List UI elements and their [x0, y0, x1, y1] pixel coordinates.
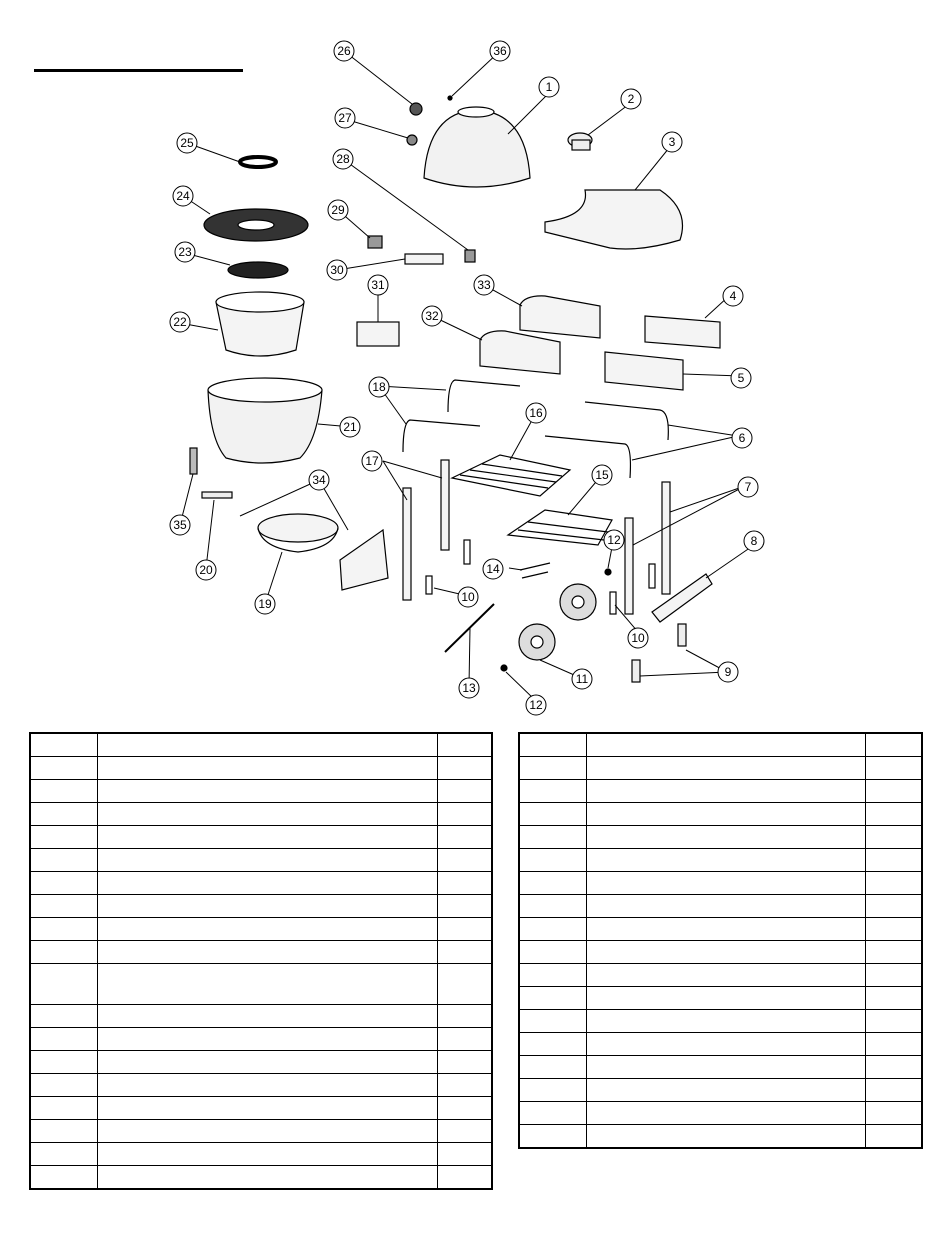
table-row — [30, 895, 492, 918]
callout-36 — [490, 41, 510, 61]
table-cell — [866, 733, 922, 757]
part-pin-14 — [520, 563, 550, 578]
table-cell — [97, 733, 438, 757]
callout-11 — [572, 669, 592, 689]
table-cell — [30, 918, 97, 941]
table-cell — [586, 941, 866, 964]
table-cell — [438, 1166, 492, 1190]
callout-8 — [744, 531, 764, 551]
callout-16 — [526, 403, 546, 423]
table-cell — [97, 849, 438, 872]
part-charcoal-grate-23 — [228, 262, 288, 278]
table-cell — [438, 964, 492, 1005]
table-row — [519, 849, 922, 872]
table-cell — [97, 1005, 438, 1028]
part-gasket-25 — [240, 157, 276, 167]
table-row — [519, 941, 922, 964]
table-cell — [586, 1079, 866, 1102]
table-row — [30, 1120, 492, 1143]
table-cell — [438, 1074, 492, 1097]
part-handle-6a — [585, 402, 668, 440]
table-row — [30, 757, 492, 780]
callout-28 — [333, 149, 353, 169]
table-cell — [586, 780, 866, 803]
table-cell — [97, 918, 438, 941]
callout-number: 28 — [336, 152, 350, 166]
callout-number: 21 — [343, 420, 357, 434]
table-row — [30, 1005, 492, 1028]
table-cell — [866, 1033, 922, 1056]
table-cell — [30, 1143, 97, 1166]
part-screw-36 — [448, 96, 452, 100]
table-row — [519, 964, 922, 987]
part-leg-17a — [403, 488, 411, 600]
part-handle-18a — [448, 380, 520, 412]
table-row — [30, 1051, 492, 1074]
callout-number: 12 — [529, 698, 543, 712]
callout-6 — [732, 428, 752, 448]
table-row — [519, 780, 922, 803]
parts-list-table-right — [518, 732, 923, 1149]
table-cell — [586, 1125, 866, 1149]
callout-19 — [255, 594, 275, 614]
callout-34 — [309, 470, 329, 490]
table-cell — [97, 1074, 438, 1097]
table-cell — [97, 1028, 438, 1051]
table-row — [30, 780, 492, 803]
callout-number: 29 — [331, 203, 345, 217]
callout-number: 36 — [493, 44, 507, 58]
table-cell — [97, 1120, 438, 1143]
part-leg-7a — [662, 482, 670, 594]
part-rod-30 — [405, 254, 443, 264]
table-row — [30, 1074, 492, 1097]
part-bolt-12b — [501, 665, 507, 671]
callout-32 — [422, 306, 442, 326]
table-cell — [30, 780, 97, 803]
table-cell — [438, 757, 492, 780]
callout-22 — [170, 312, 190, 332]
table-cell — [519, 733, 586, 757]
table-row — [30, 826, 492, 849]
table-cell — [438, 780, 492, 803]
table-cell — [519, 1079, 586, 1102]
table-cell — [586, 1033, 866, 1056]
table-cell — [586, 757, 866, 780]
callout-26 — [334, 41, 354, 61]
part-clip-10a — [464, 540, 470, 564]
table-row — [30, 733, 492, 757]
callout-number: 23 — [178, 245, 192, 259]
table-cell — [519, 849, 586, 872]
table-cell — [438, 941, 492, 964]
part-handle-20 — [202, 492, 232, 498]
callout-number: 32 — [425, 309, 439, 323]
table-cell — [97, 757, 438, 780]
callout-18 — [369, 377, 389, 397]
table-cell — [97, 1166, 438, 1190]
part-ash-pan-19 — [258, 514, 338, 542]
table-cell — [97, 895, 438, 918]
callout-number: 27 — [338, 111, 352, 125]
callout-21 — [340, 417, 360, 437]
table-cell — [438, 1005, 492, 1028]
part-grate-15 — [508, 510, 612, 545]
part-foot-9b — [632, 660, 640, 682]
table-cell — [866, 1125, 922, 1149]
callout-31 — [368, 275, 388, 295]
table-cell — [438, 1051, 492, 1074]
callout-12b — [526, 695, 546, 715]
table-cell — [586, 987, 866, 1010]
part-bracket-34 — [340, 530, 388, 590]
part-clip-10d — [610, 592, 616, 614]
callout-13 — [459, 678, 479, 698]
callout-30 — [327, 260, 347, 280]
table-cell — [30, 1028, 97, 1051]
table-cell — [438, 1028, 492, 1051]
table-cell — [30, 733, 97, 757]
table-cell — [30, 964, 97, 1005]
part-knob-27 — [407, 135, 417, 145]
table-cell — [866, 1056, 922, 1079]
table-cell — [866, 964, 922, 987]
callout-10a — [458, 587, 478, 607]
part-latch-35 — [190, 448, 197, 474]
table-cell — [866, 987, 922, 1010]
table-cell — [519, 1056, 586, 1079]
table-cell — [586, 1056, 866, 1079]
callout-number: 33 — [477, 278, 491, 292]
part-foot-9a — [678, 624, 686, 646]
table-cell — [438, 826, 492, 849]
table-cell — [519, 1125, 586, 1149]
table-cell — [866, 1010, 922, 1033]
table-cell — [866, 780, 922, 803]
table-cell — [97, 1051, 438, 1074]
table-cell — [586, 1102, 866, 1125]
table-row — [519, 803, 922, 826]
callout-number: 35 — [173, 518, 187, 532]
table-row — [519, 733, 922, 757]
callout-number: 26 — [337, 44, 351, 58]
table-row — [30, 872, 492, 895]
table-cell — [97, 826, 438, 849]
callout-number: 12 — [607, 533, 621, 547]
callout-3 — [662, 132, 682, 152]
callout-25 — [177, 133, 197, 153]
table-cell — [30, 1120, 97, 1143]
table-cell — [97, 1097, 438, 1120]
table-cell — [519, 895, 586, 918]
table-row — [30, 941, 492, 964]
callout-number: 1 — [545, 80, 553, 94]
part-panel-5 — [605, 352, 683, 390]
table-cell — [866, 757, 922, 780]
callout-7 — [738, 477, 758, 497]
callout-35 — [170, 515, 190, 535]
part-clip-10c — [649, 564, 655, 588]
callout-33 — [474, 275, 494, 295]
callout-number: 20 — [199, 563, 213, 577]
callout-number: 6 — [738, 431, 746, 445]
table-cell — [866, 941, 922, 964]
table-row — [519, 826, 922, 849]
table-cell — [30, 1097, 97, 1120]
table-cell — [519, 1033, 586, 1056]
table-cell — [97, 1143, 438, 1166]
table-row — [519, 1010, 922, 1033]
table-cell — [519, 987, 586, 1010]
table-row — [519, 1125, 922, 1149]
part-clip-10b — [426, 576, 432, 594]
callout-number: 2 — [627, 92, 635, 106]
table-cell — [866, 1079, 922, 1102]
table-cell — [586, 872, 866, 895]
callout-2 — [621, 89, 641, 109]
table-cell — [586, 918, 866, 941]
table-cell — [438, 803, 492, 826]
part-side-shelf — [545, 190, 683, 249]
table-cell — [866, 872, 922, 895]
table-cell — [519, 1010, 586, 1033]
table-cell — [866, 895, 922, 918]
table-cell — [30, 757, 97, 780]
table-cell — [519, 872, 586, 895]
callout-number: 10 — [631, 631, 645, 645]
table-cell — [30, 849, 97, 872]
table-cell — [438, 918, 492, 941]
callout-number: 9 — [724, 665, 732, 679]
parts-list-table-left — [29, 732, 493, 1190]
table-row — [30, 964, 492, 1005]
table-row — [30, 918, 492, 941]
part-bracket-33 — [520, 296, 600, 338]
table-row — [519, 987, 922, 1010]
callout-number: 34 — [312, 473, 326, 487]
callout-number: 25 — [180, 136, 194, 150]
callout-number: 22 — [173, 315, 187, 329]
callout-number: 11 — [575, 672, 589, 686]
table-row — [30, 1097, 492, 1120]
callout-number: 31 — [371, 278, 385, 292]
callout-27 — [335, 108, 355, 128]
callout-1 — [539, 77, 559, 97]
table-cell — [30, 826, 97, 849]
table-cell — [30, 1051, 97, 1074]
table-row — [30, 849, 492, 872]
part-leg-17b — [441, 460, 449, 550]
table-cell — [438, 895, 492, 918]
callout-number: 17 — [365, 454, 379, 468]
table-cell — [30, 1166, 97, 1190]
table-row — [30, 1166, 492, 1190]
table-cell — [586, 826, 866, 849]
callout-9 — [718, 662, 738, 682]
table-cell — [866, 803, 922, 826]
table-cell — [438, 1143, 492, 1166]
callout-number: 19 — [258, 597, 272, 611]
table-cell — [866, 849, 922, 872]
table-cell — [97, 803, 438, 826]
callout-number: 30 — [330, 263, 344, 277]
table-cell — [30, 941, 97, 964]
callout-number: 4 — [729, 289, 737, 303]
part-dome-lid — [424, 110, 530, 187]
table-row — [519, 918, 922, 941]
callout-number: 7 — [744, 480, 752, 494]
part-clip-28 — [465, 250, 475, 262]
callout-number: 16 — [529, 406, 543, 420]
callout-24 — [173, 186, 193, 206]
table-cell — [30, 895, 97, 918]
callout-20 — [196, 560, 216, 580]
table-cell — [586, 733, 866, 757]
table-cell — [438, 872, 492, 895]
table-cell — [30, 1005, 97, 1028]
table-cell — [586, 803, 866, 826]
part-leg-7b — [625, 518, 633, 614]
callout-29 — [328, 200, 348, 220]
table-row — [30, 1143, 492, 1166]
table-cell — [438, 733, 492, 757]
callout-number: 24 — [176, 189, 190, 203]
table-cell — [866, 1102, 922, 1125]
callout-number: 5 — [737, 371, 745, 385]
table-cell — [438, 1120, 492, 1143]
table-cell — [519, 918, 586, 941]
table-row — [519, 895, 922, 918]
table-cell — [586, 1010, 866, 1033]
table-cell — [519, 964, 586, 987]
table-cell — [30, 1074, 97, 1097]
part-bracket-32 — [480, 331, 560, 374]
table-row — [30, 803, 492, 826]
table-row — [519, 872, 922, 895]
table-cell — [866, 918, 922, 941]
callout-number: 18 — [372, 380, 386, 394]
part-handle-18b — [403, 420, 480, 452]
callout-14 — [483, 559, 503, 579]
part-bracket-8 — [652, 574, 712, 622]
callout-23 — [175, 242, 195, 262]
table-cell — [519, 780, 586, 803]
callout-5 — [731, 368, 751, 388]
table-cell — [30, 803, 97, 826]
table-row — [519, 1033, 922, 1056]
callout-17 — [362, 451, 382, 471]
table-cell — [519, 757, 586, 780]
callout-number: 14 — [486, 562, 500, 576]
callout-number: 13 — [462, 681, 476, 695]
callout-number: 15 — [595, 468, 609, 482]
table-row — [30, 1028, 492, 1051]
part-panel-4 — [645, 316, 720, 348]
part-knob-26 — [410, 103, 422, 115]
callout-number: 8 — [750, 534, 758, 548]
part-bracket-31 — [357, 322, 399, 346]
table-cell — [586, 849, 866, 872]
table-cell — [30, 872, 97, 895]
table-cell — [97, 780, 438, 803]
table-row — [519, 1056, 922, 1079]
table-cell — [97, 872, 438, 895]
callout-12a — [604, 530, 624, 550]
table-cell — [866, 826, 922, 849]
table-cell — [519, 1102, 586, 1125]
table-cell — [97, 941, 438, 964]
table-row — [519, 1079, 922, 1102]
table-cell — [519, 803, 586, 826]
table-cell — [97, 964, 438, 1005]
table-cell — [586, 964, 866, 987]
table-cell — [438, 1097, 492, 1120]
table-cell — [586, 895, 866, 918]
callout-15 — [592, 465, 612, 485]
table-cell — [519, 941, 586, 964]
callout-number: 3 — [668, 135, 676, 149]
part-bolt-12a — [605, 569, 611, 575]
table-row — [519, 1102, 922, 1125]
table-row — [519, 757, 922, 780]
table-cell — [438, 849, 492, 872]
callout-4 — [723, 286, 743, 306]
callout-number: 10 — [461, 590, 475, 604]
callout-10b — [628, 628, 648, 648]
table-cell — [519, 826, 586, 849]
